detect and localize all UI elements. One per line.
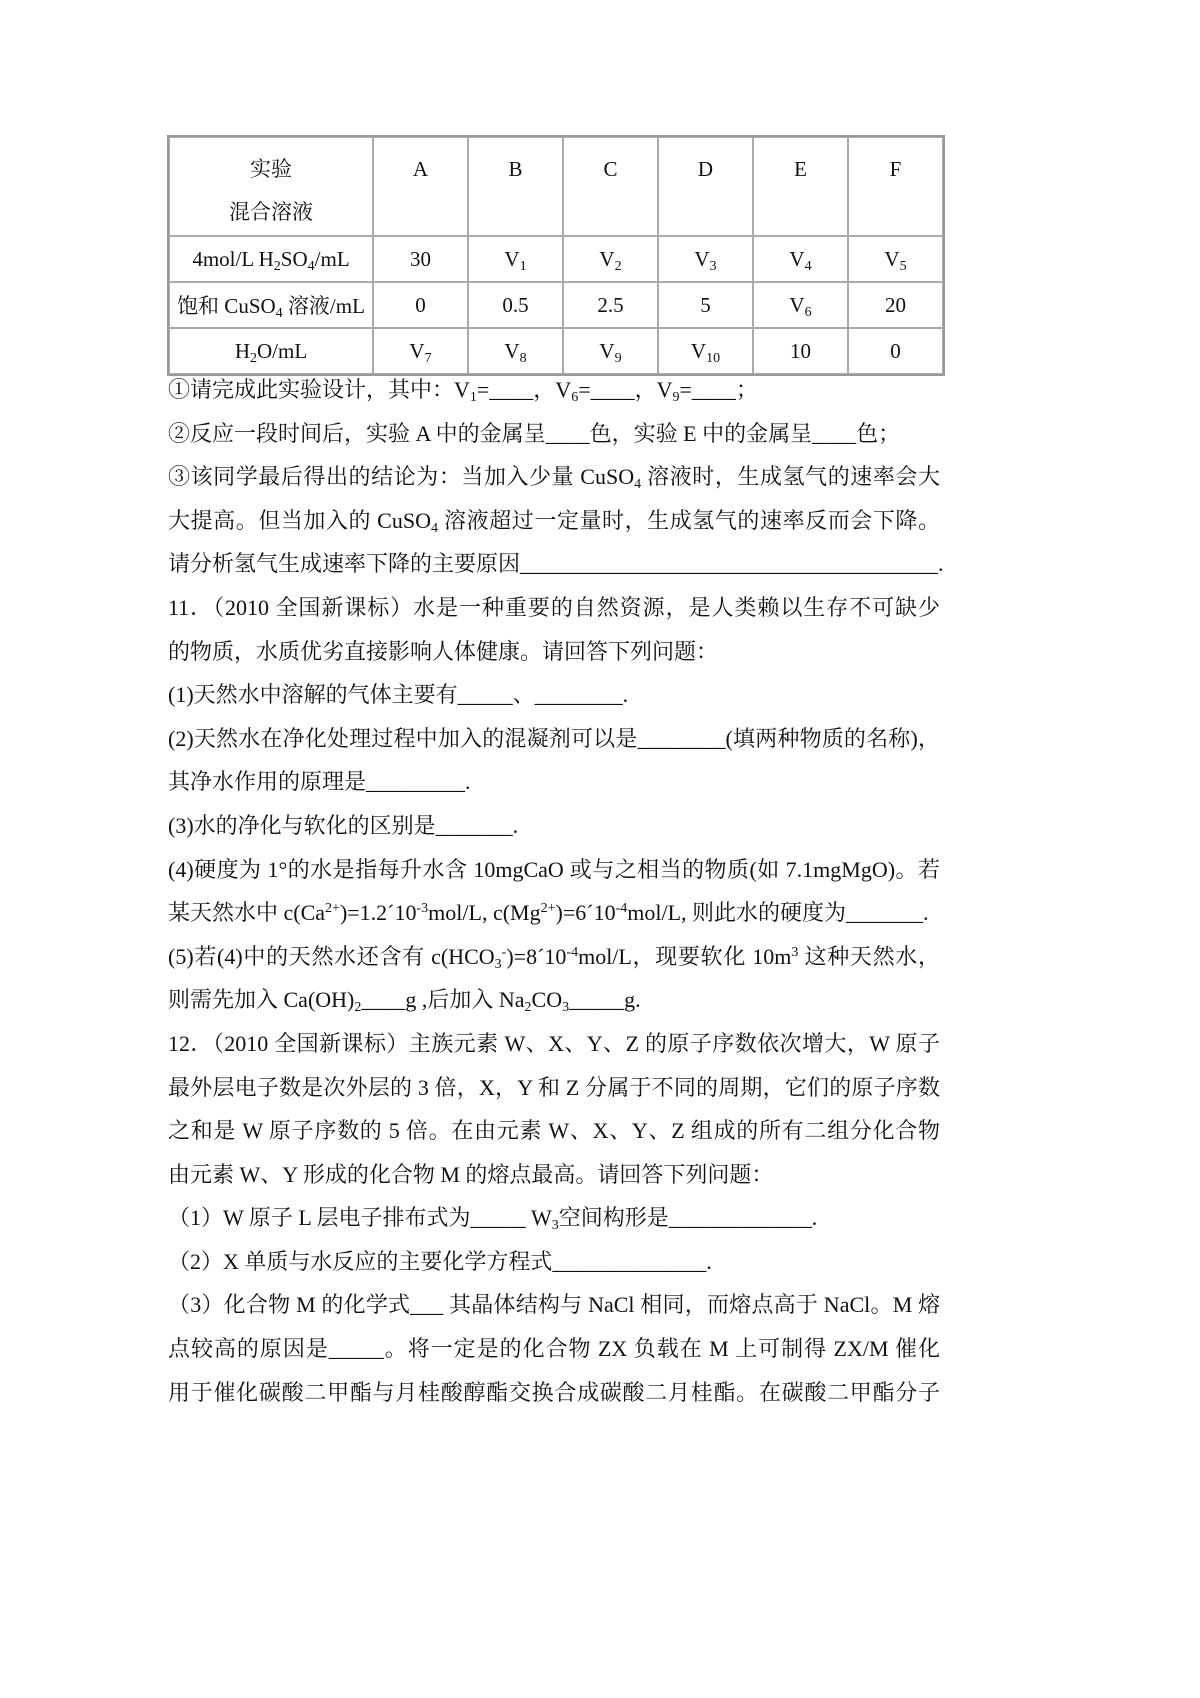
text-run: ③该同学最后得出的结论为：当加入少量 CuSO	[168, 464, 635, 490]
superscript: -4	[615, 901, 628, 917]
text-run: H	[234, 338, 250, 363]
header-label: 混合溶液	[229, 200, 313, 224]
text-run: 点较高的原因是_____。将一定是的化合物 ZX 负载在 M 上可制得 ZX/M 催化	[168, 1336, 940, 1362]
subscript: 5	[899, 258, 907, 274]
superscript: -3	[416, 901, 429, 917]
text-run: 5	[700, 292, 711, 317]
text-run: (2)天然水在净化处理过程中加入的混凝剂可以是________(填两种物质的名称)，	[168, 725, 940, 751]
header-label: 实验	[250, 157, 292, 181]
text-run: )=8´10	[506, 943, 567, 969]
text-line	[168, 412, 940, 456]
text-line	[168, 1196, 940, 1240]
text-run: 20	[885, 292, 906, 317]
text-run: V	[599, 338, 615, 363]
text-line	[168, 586, 940, 630]
subscript: 9	[614, 350, 622, 366]
text-line	[168, 978, 940, 1022]
text-run: （1）W 原子 L 层电子排布式为_____ W	[168, 1205, 552, 1231]
table-cell	[373, 282, 468, 328]
text-line	[168, 935, 940, 979]
question-text	[168, 368, 944, 1414]
text-run: 0	[890, 338, 901, 363]
text-line	[168, 891, 940, 935]
text-run: 某天然水中 c(Ca	[168, 900, 326, 926]
text-line	[168, 804, 940, 848]
text-run: (5)若(4)中的天然水还含有 c(HCO	[168, 943, 495, 969]
text-run: 0	[415, 292, 426, 317]
text-run: 溶液/mL	[282, 294, 365, 318]
subscript: 6	[571, 390, 579, 405]
text-line	[168, 1283, 940, 1327]
text-line	[168, 673, 940, 717]
header-cell	[169, 137, 373, 236]
subscript: 4	[804, 258, 812, 274]
column-header: B	[468, 137, 563, 236]
text-line	[168, 760, 940, 804]
text-line	[168, 368, 940, 412]
text-run: =____，V	[476, 377, 572, 402]
column-header: F	[848, 137, 943, 236]
row-label	[169, 236, 373, 282]
text-run: (3)水的净化与软化的区别是_______.	[168, 812, 519, 838]
text-run: V	[694, 246, 710, 271]
table-cell	[468, 236, 563, 282]
text-run: V	[504, 338, 520, 363]
table-row	[169, 282, 943, 328]
text-line	[168, 1153, 940, 1197]
superscript: -	[501, 944, 507, 960]
table-cell	[563, 282, 658, 328]
subscript: 3	[562, 1000, 570, 1016]
table-cell	[563, 236, 658, 282]
subscript: 8	[519, 350, 527, 366]
text-run: ①请完成此实验设计，其中：V	[168, 377, 470, 402]
text-run: 溶液时，生成氢气的速率会大	[641, 464, 940, 490]
text-run: （3）化合物 M 的化学式___ 其晶体结构与 NaCl 相同，而熔点高于 NaCl。M 熔	[168, 1292, 940, 1318]
subscript: 2	[524, 1000, 532, 1016]
subscript: 4	[634, 477, 642, 493]
text-run: )=1.2´10	[339, 900, 417, 926]
text-run: 请分析氢气生成速率下降的主要原因______________________________________.	[168, 551, 944, 577]
text-run: V	[409, 338, 425, 363]
text-run: 大提高。但当加入的 CuSO	[168, 507, 431, 533]
text-line	[168, 1022, 940, 1066]
text-line	[168, 1109, 940, 1153]
subscript: 2	[614, 258, 622, 274]
text-run: mol/L，现要软化 10m	[578, 943, 792, 969]
superscript: -4	[566, 944, 579, 960]
text-line	[168, 848, 940, 892]
text-run: V	[690, 338, 707, 363]
subscript: 4	[275, 306, 283, 321]
text-line	[168, 542, 944, 586]
text-run: （2）X 单质与水反应的主要化学方程式______________.	[168, 1248, 712, 1274]
superscript: 3	[791, 944, 799, 960]
text-run: 这种天然水，	[798, 943, 940, 969]
text-run: 11．（2010 全国新课标）水是一种重要的自然资源，是人类赖以生存不可缺少	[168, 594, 940, 620]
subscript: 2	[273, 258, 281, 274]
text-run: 最外层电子数是次外层的 3 倍，X，Y 和 Z 分属于不同的周期，它们的原子序数	[168, 1074, 940, 1100]
subscript: 9	[672, 390, 680, 405]
subscript: 2	[354, 1000, 362, 1016]
text-line	[168, 1327, 940, 1371]
text-line	[168, 455, 940, 499]
text-run: 30	[410, 246, 431, 271]
subscript: 3	[709, 258, 717, 274]
text-run: 之和是 W 原子序数的 5 倍。在由元素 W、X、Y、Z 组成的所有二组分化合物	[168, 1118, 940, 1144]
text-run: V	[789, 292, 805, 317]
text-run: 2.5	[597, 292, 624, 317]
text-run: mol/L, 则此水的硬度为_______.	[627, 900, 929, 926]
subscript: 3	[551, 1218, 559, 1234]
subscript: 6	[804, 304, 812, 320]
subscript: 4	[430, 520, 438, 536]
text-run: CO	[531, 987, 563, 1013]
text-run: /mL	[314, 246, 350, 271]
table-cell	[753, 282, 848, 328]
table-cell	[753, 236, 848, 282]
text-run: O/mL	[257, 338, 308, 363]
text-run: 由元素 W、Y 形成的化合物 M 的熔点最高。请回答下列问题：	[168, 1161, 774, 1187]
text-run: 4mol/L H	[192, 246, 274, 271]
text-run: 用于催化碳酸二甲酯与月桂酸醇酯交换合成碳酸二月桂酯。在碳酸二甲酯分子	[168, 1379, 940, 1405]
table-cell	[373, 236, 468, 282]
text-run: V	[789, 246, 805, 271]
text-line	[168, 499, 940, 543]
text-line	[168, 1066, 940, 1110]
text-run: ____g ,后加入 Na	[361, 987, 525, 1013]
text-run: 空间构形是_____________.	[558, 1205, 818, 1231]
table-header-row	[169, 137, 943, 236]
subscript: 2	[250, 350, 257, 366]
superscript: 2+	[325, 901, 340, 917]
text-run: 10	[790, 338, 811, 363]
subscript: 10	[706, 350, 721, 366]
superscript: 2+	[540, 901, 556, 917]
text-run: 的物质，水质优劣直接影响人体健康。请回答下列问题：	[168, 638, 719, 664]
subscript: 1	[519, 258, 527, 274]
text-run: 则需先加入 Ca(OH)	[168, 987, 355, 1013]
column-header: A	[373, 137, 468, 236]
text-run: =____，V	[578, 377, 673, 402]
text-run: V	[884, 246, 900, 271]
text-run: (1)天然水中溶解的气体主要有_____、________.	[168, 682, 629, 708]
text-run: 溶液超过一定量时，生成氢气的速率反而会下降。	[437, 507, 940, 533]
row-label	[169, 282, 373, 328]
column-header: E	[753, 137, 848, 236]
subscript: 1	[469, 390, 477, 405]
text-run: ②反应一段时间后，实验 A 中的金属呈____色，实验 E 中的金属呈____色；	[168, 420, 901, 446]
table-cell	[658, 282, 753, 328]
table-cell	[468, 282, 563, 328]
text-run: SO	[280, 246, 308, 271]
subscript: 7	[424, 350, 432, 366]
text-run: V	[504, 246, 520, 271]
table-cell	[848, 282, 943, 328]
table-cell	[848, 236, 943, 282]
text-run: =____；	[679, 377, 758, 402]
text-line	[168, 630, 940, 674]
experiment-table	[167, 135, 945, 376]
table-cell	[658, 236, 753, 282]
column-header: D	[658, 137, 753, 236]
column-header: C	[563, 137, 658, 236]
text-run: V	[599, 246, 615, 271]
text-run: 0.5	[502, 292, 529, 317]
text-line	[168, 717, 940, 761]
text-run: )=6´10	[555, 900, 616, 926]
text-run: mol/L, c(Mg	[428, 900, 541, 926]
text-line	[168, 1371, 940, 1415]
text-run: _____g.	[569, 987, 641, 1013]
text-run: 饱和 CuSO	[177, 294, 276, 318]
text-run: 其净水作用的原理是_________.	[168, 769, 471, 795]
table-row	[169, 236, 943, 282]
subscript: 4	[307, 258, 315, 274]
text-run: 12．（2010 全国新课标）主族元素 W、X、Y、Z 的原子序数依次增大，W 原子	[168, 1030, 940, 1056]
subscript: 3	[494, 956, 502, 972]
text-line	[168, 1240, 940, 1284]
text-run: (4)硬度为 1°的水是指每升水含 10mgCaO 或与之相当的物质(如 7.1mgMgO)。若	[168, 856, 940, 882]
